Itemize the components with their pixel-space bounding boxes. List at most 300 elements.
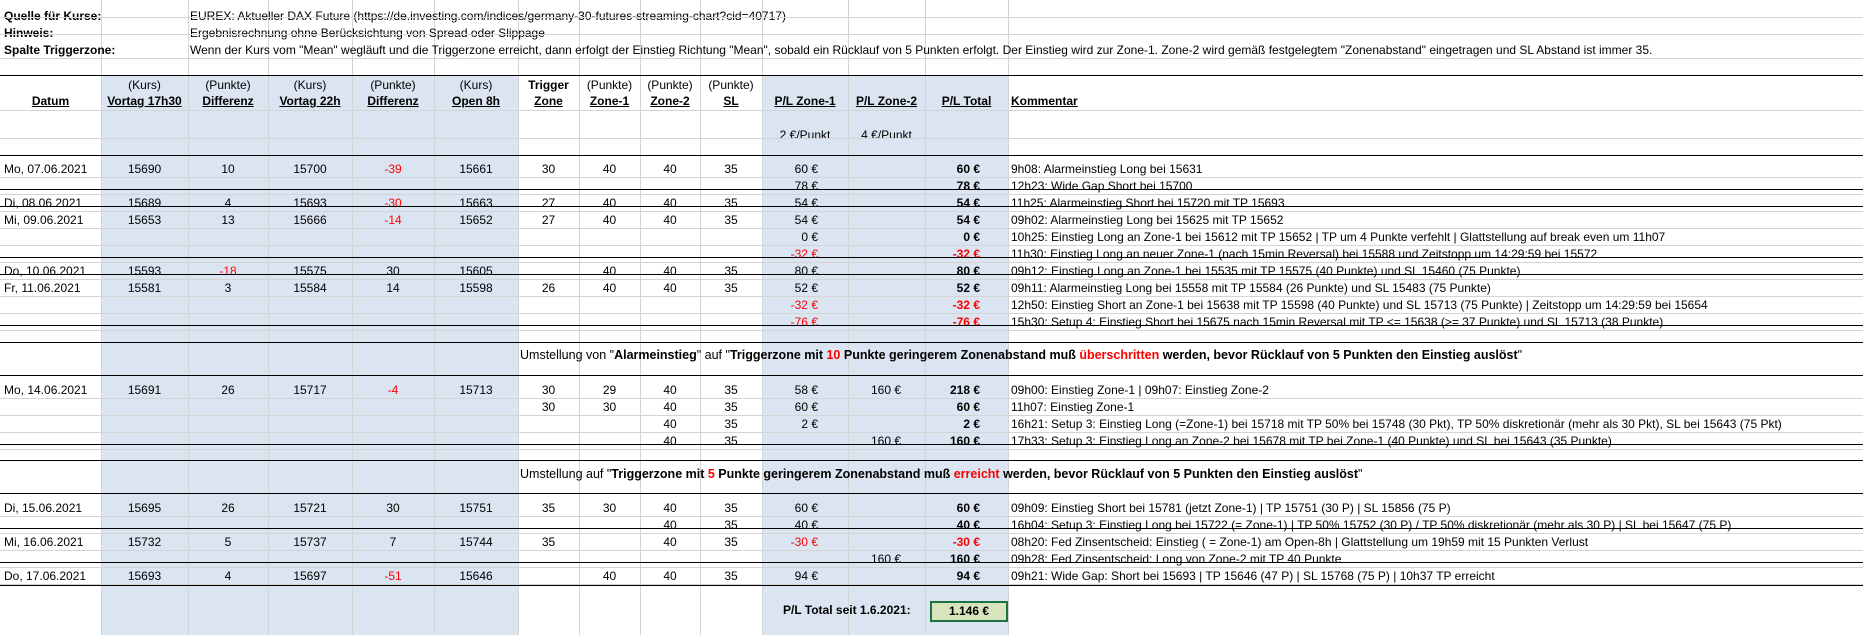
cell-z1[interactable]: 30 [602, 501, 617, 515]
cell-d2[interactable]: 30 [386, 264, 400, 278]
cell-v22[interactable]: 15717 [293, 383, 327, 397]
cell-v17[interactable] [101, 433, 188, 449]
cell-v22[interactable] [268, 246, 352, 262]
cell-datum[interactable] [4, 433, 102, 449]
header-zone: Zone [534, 94, 563, 108]
cell-datum[interactable] [4, 178, 102, 194]
cell-v17[interactable] [101, 416, 188, 432]
cell-plt[interactable]: 78 € [956, 179, 980, 193]
cell-pl2[interactable] [848, 416, 901, 432]
cell-v22[interactable] [268, 551, 352, 567]
cell-o8[interactable] [434, 433, 518, 449]
cell-pl2[interactable] [848, 500, 901, 516]
group-separator [0, 444, 1863, 445]
cell-tz[interactable]: 30 [541, 383, 556, 397]
cell-pl2[interactable] [848, 517, 901, 533]
cell-k[interactable]: 9h08: Alarmeinstieg Long bei 15631 [1011, 162, 1203, 176]
cell-pl2[interactable] [848, 534, 901, 550]
cell-d1[interactable] [188, 178, 268, 194]
cell-o8[interactable]: 15744 [459, 535, 493, 549]
cell-z2[interactable] [640, 178, 700, 194]
cell-sl[interactable]: 35 [724, 383, 738, 397]
cell-tz[interactable] [518, 314, 579, 330]
cell-v17[interactable] [101, 551, 188, 567]
cell-z2[interactable]: 40 [663, 518, 677, 532]
cell-tz[interactable] [518, 568, 579, 584]
cell-v17[interactable]: 15691 [127, 383, 162, 397]
cell-pl2[interactable] [848, 399, 901, 415]
cell-k[interactable]: 09h02: Alarmeinstieg Long bei 15625 mit TP 15652 [1011, 213, 1284, 227]
cell-v22[interactable]: 15693 [293, 196, 327, 210]
cell-v17[interactable] [101, 314, 188, 330]
cell-pl1[interactable]: 0 € [801, 230, 818, 244]
cell-datum[interactable]: Fr, 11.06.2021 [4, 281, 81, 295]
cell-datum[interactable]: Di, 08.06.2021 [4, 196, 83, 210]
cell-pl1[interactable]: 54 € [794, 196, 818, 210]
cell-z2[interactable] [640, 297, 700, 313]
header-punkte-4: (Punkte) [647, 78, 693, 92]
cell-tz[interactable] [518, 297, 579, 313]
cell-v22[interactable]: 15700 [293, 162, 327, 176]
cell-o8[interactable]: 15661 [459, 162, 493, 176]
cell-v17[interactable]: 15653 [127, 213, 162, 227]
cell-plt[interactable]: 2 € [963, 417, 980, 431]
cell-tz[interactable]: 30 [541, 162, 556, 176]
group-separator [0, 274, 1863, 275]
cell-v17[interactable] [101, 399, 188, 415]
cell-pl1[interactable] [762, 551, 818, 567]
cell-z1[interactable]: 40 [602, 281, 617, 295]
cell-pl2[interactable] [848, 246, 901, 262]
notice-umstellung-1: Umstellung von "Alarmeinstieg" auf "Triggerzone mit 10 Punkte geringerem Zonenabstand muß überschritten werden, bevor Rücklauf von 5 Punkten den Einstieg auslöst" [520, 348, 1523, 362]
rate-zone1: 2 €/Punkt [779, 128, 831, 142]
cell-z1[interactable] [579, 229, 640, 245]
cell-z2[interactable]: 40 [663, 569, 677, 583]
cell-k[interactable]: 09h21: Wide Gap: Short bei 15693 | TP 15646 (47 P) | SL 15768 (75 P) | 10h37 TP erreicht [1011, 569, 1495, 583]
cell-sl[interactable] [700, 246, 762, 262]
cell-plt[interactable]: 54 € [956, 196, 980, 210]
cell-z1[interactable]: 30 [602, 400, 617, 414]
cell-v17[interactable] [101, 229, 188, 245]
cell-sl[interactable]: 35 [724, 518, 738, 532]
cell-v22[interactable]: 15721 [293, 501, 327, 515]
cell-v22[interactable]: 15697 [293, 569, 327, 583]
total-label: P/L Total seit 1.6.2021: [783, 603, 911, 617]
grid-row [0, 449, 1863, 450]
group-separator [0, 189, 1863, 190]
cell-v22[interactable] [268, 433, 352, 449]
cell-z1[interactable] [579, 551, 640, 567]
cell-d2[interactable]: -4 [387, 383, 399, 397]
header-pl-total: P/L Total [941, 94, 992, 108]
cell-d2[interactable] [352, 178, 434, 194]
cell-tz[interactable]: 27 [541, 213, 556, 227]
group-separator [0, 375, 1863, 376]
cell-k[interactable]: 09h00: Einstieg Zone-1 | 09h07: Einstieg Zone-2 [1011, 383, 1269, 397]
cell-o8[interactable]: 15663 [459, 196, 493, 210]
cell-k[interactable]: 11h07: Einstieg Zone-1 [1011, 400, 1135, 414]
cell-k[interactable]: 11h25: Alarmeinstieg Short bei 15720 mit TP 15693 [1011, 196, 1285, 210]
cell-tz[interactable]: 35 [541, 535, 556, 549]
cell-v17[interactable]: 15689 [127, 196, 162, 210]
cell-o8[interactable]: 15652 [459, 213, 493, 227]
cell-o8[interactable] [434, 399, 518, 415]
cell-plt[interactable]: 160 € [949, 434, 980, 448]
cell-tz[interactable]: 30 [541, 400, 556, 414]
cell-k[interactable]: 17h33: Setup 3: Einstieg Long an Zone-2 bei 15678 mit TP bei Zone-1 (40 Punkte) und SL bei 15643 (35 Punkte) [1011, 434, 1612, 448]
cell-sl[interactable]: 35 [724, 434, 738, 448]
hinweis-value: Ergebnisrechnung ohne Berücksichtung von Spread oder Slippage [190, 26, 545, 40]
cell-datum[interactable] [4, 517, 102, 533]
cell-z2[interactable]: 40 [663, 281, 677, 295]
cell-pl2[interactable] [848, 568, 901, 584]
cell-d1[interactable]: 4 [224, 196, 232, 210]
cell-pl2[interactable]: 160 € [870, 434, 901, 448]
cell-plt[interactable]: -30 € [952, 535, 980, 549]
cell-plt[interactable]: 52 € [956, 281, 980, 295]
cell-k[interactable]: 09h09: Einstieg Short bei 15781 (jetzt Zone-1) | TP 15751 (30 P) | SL 15856 (75 P) [1011, 501, 1451, 515]
cell-k[interactable]: 12h23: Wide Gap Short bei 15700 [1011, 179, 1193, 193]
spalte-value: Wenn der Kurs vom "Mean" wegläuft und die Triggerzone erreicht, dann erfolgt der Einstieg Richtung "Mean", sobald ein Rücklauf von 5 Punkten erfolgt. Der Einstieg wird zur Zone-1. Zone-2 wird gemäß festgelegtem "Zonenabstand" eingetragen und SL Abstand ist immer 35. [190, 43, 1653, 57]
cell-datum[interactable]: Mi, 16.06.2021 [4, 535, 84, 549]
cell-plt[interactable]: 54 € [956, 213, 980, 227]
header-open8: Open 8h [451, 94, 500, 108]
cell-o8[interactable]: 15598 [459, 281, 493, 295]
cell-sl[interactable] [700, 297, 762, 313]
cell-tz[interactable]: 26 [541, 281, 556, 295]
cell-d1[interactable] [188, 246, 268, 262]
cell-z2[interactable] [640, 314, 700, 330]
cell-v22[interactable]: 15737 [293, 535, 327, 549]
cell-tz[interactable] [518, 229, 579, 245]
cell-pl1[interactable]: 2 € [801, 417, 818, 431]
cell-v22[interactable] [268, 314, 352, 330]
cell-pl1[interactable]: 54 € [794, 213, 818, 227]
cell-d1[interactable]: 13 [221, 213, 235, 227]
cell-tz[interactable] [518, 416, 579, 432]
cell-k[interactable]: 12h50: Einstieg Short an Zone-1 bei 15638 mit TP 15598 (40 Punkte) und SL 15713 (75 Punkte) | Zeitstopp um 14:29:59 bei 15654 [1011, 298, 1708, 312]
cell-d1[interactable] [188, 399, 268, 415]
cell-z1[interactable]: 29 [602, 383, 617, 397]
cell-d1[interactable]: 5 [224, 535, 232, 549]
spalte-label: Spalte Triggerzone: [4, 43, 116, 57]
cell-z1[interactable]: 40 [602, 264, 617, 278]
cell-pl2[interactable] [848, 195, 901, 211]
cell-d2[interactable] [352, 517, 434, 533]
cell-z2[interactable]: 40 [663, 264, 677, 278]
group-separator [0, 257, 1863, 258]
cell-pl1[interactable]: 60 € [794, 400, 818, 414]
cell-k[interactable]: 15h30: Setup 4: Einstieg Short bei 15675 nach 15min Reversal mit TP <= 15638 (>= 37 Punkte) und SL 15713 (38 Punkte) [1011, 315, 1664, 329]
cell-v22[interactable]: 15575 [293, 264, 327, 278]
cell-datum[interactable] [4, 297, 102, 313]
cell-plt[interactable]: -76 € [952, 315, 980, 329]
cell-tz[interactable] [518, 517, 579, 533]
cell-v17[interactable] [101, 517, 188, 533]
cell-d1[interactable] [188, 297, 268, 313]
cell-z2[interactable]: 40 [663, 383, 677, 397]
cell-v22[interactable] [268, 416, 352, 432]
cell-d1[interactable] [188, 551, 268, 567]
cell-datum[interactable]: Mi, 09.06.2021 [4, 213, 84, 227]
cell-v22[interactable]: 15584 [293, 281, 327, 295]
cell-datum[interactable] [4, 416, 102, 432]
cell-o8[interactable] [434, 551, 518, 567]
header-sl: SL [723, 94, 739, 108]
cell-z1[interactable] [579, 178, 640, 194]
cell-plt[interactable]: -32 € [952, 298, 980, 312]
cell-v22[interactable] [268, 297, 352, 313]
cell-d2[interactable] [352, 399, 434, 415]
cell-plt[interactable]: 80 € [956, 264, 980, 278]
cell-k[interactable]: 16h04: Setup 3: Einstieg Long bei 15722 (= Zone-1) | TP 50% 15752 (30 P) / TP 50% diskretionär (mehr als 30 P) | SL bei 15647 (75 P) [1011, 518, 1732, 532]
cell-z2[interactable]: 40 [663, 417, 677, 431]
cell-d1[interactable] [188, 229, 268, 245]
cell-d1[interactable] [188, 517, 268, 533]
hinweis-label: Hinweis: [4, 26, 54, 40]
cell-o8[interactable]: 15751 [459, 501, 493, 515]
cell-d1[interactable]: 4 [224, 569, 232, 583]
cell-o8[interactable] [434, 416, 518, 432]
cell-pl1[interactable]: 94 € [794, 569, 818, 583]
cell-z2[interactable] [640, 551, 700, 567]
cell-v22[interactable] [268, 399, 352, 415]
cell-v22[interactable] [268, 517, 352, 533]
cell-z1[interactable] [579, 517, 640, 533]
cell-k[interactable]: 08h20: Fed Zinsentscheid: Einstieg ( = Zone-1) am Open-8h | Glattstellung um 19h59 mit 15 Punkten Verlust [1011, 535, 1589, 549]
cell-datum[interactable]: Di, 15.06.2021 [4, 501, 83, 515]
cell-o8[interactable] [434, 178, 518, 194]
cell-pl2[interactable] [848, 161, 901, 177]
cell-z2[interactable]: 40 [663, 213, 677, 227]
cell-z2[interactable] [640, 246, 700, 262]
cell-z1[interactable] [579, 416, 640, 432]
cell-d2[interactable]: -14 [384, 213, 402, 227]
cell-o8[interactable] [434, 297, 518, 313]
cell-d1[interactable]: 26 [221, 383, 235, 397]
cell-v17[interactable]: 15593 [127, 264, 162, 278]
cell-pl1[interactable]: -76 € [790, 315, 818, 329]
cell-o8[interactable] [434, 229, 518, 245]
cell-z1[interactable] [579, 246, 640, 262]
cell-sl[interactable]: 35 [724, 501, 738, 515]
cell-datum[interactable] [4, 229, 102, 245]
cell-z1[interactable] [579, 314, 640, 330]
cell-d2[interactable]: 14 [386, 281, 400, 295]
cell-d1[interactable]: 26 [221, 501, 235, 515]
cell-v17[interactable]: 15581 [127, 281, 162, 295]
cell-plt[interactable]: 60 € [956, 501, 980, 515]
cell-sl[interactable]: 35 [724, 400, 738, 414]
cell-pl2[interactable] [848, 263, 901, 279]
cell-sl[interactable] [700, 551, 762, 567]
cell-plt[interactable]: 94 € [956, 569, 980, 583]
cell-z2[interactable] [640, 229, 700, 245]
cell-tz[interactable]: 35 [541, 501, 556, 515]
cell-sl[interactable]: 35 [724, 264, 738, 278]
cell-pl1[interactable]: -32 € [790, 247, 818, 261]
cell-d2[interactable] [352, 246, 434, 262]
cell-v17[interactable] [101, 246, 188, 262]
group-separator [0, 342, 1863, 343]
cell-o8[interactable] [434, 517, 518, 533]
cell-sl[interactable]: 35 [724, 569, 738, 583]
cell-sl[interactable] [700, 178, 762, 194]
cell-datum[interactable] [4, 246, 102, 262]
cell-pl1[interactable] [762, 433, 818, 449]
cell-pl2[interactable] [848, 212, 901, 228]
cell-pl2[interactable] [848, 280, 901, 296]
cell-z2[interactable]: 40 [663, 501, 677, 515]
cell-pl1[interactable]: 52 € [794, 281, 818, 295]
cell-d1[interactable]: 3 [224, 281, 232, 295]
cell-o8[interactable]: 15713 [459, 383, 493, 397]
cell-v17[interactable]: 15693 [127, 569, 162, 583]
cell-v17[interactable]: 15695 [127, 501, 162, 515]
cell-pl1[interactable]: 58 € [794, 383, 818, 397]
grid-row [0, 110, 1863, 111]
cell-pl2[interactable]: 160 € [870, 383, 901, 397]
cell-pl2[interactable] [848, 297, 901, 313]
cell-z2[interactable]: 40 [663, 196, 677, 210]
cell-o8[interactable]: 15646 [459, 569, 493, 583]
group-separator [0, 206, 1863, 207]
cell-k[interactable]: 09h11: Alarmeinstieg Long bei 15558 mit TP 15584 (26 Punkte) und SL 15483 (75 Punkte) [1011, 281, 1491, 295]
cell-plt[interactable]: 40 € [956, 518, 980, 532]
grid-row [0, 330, 1863, 331]
cell-z1[interactable] [579, 433, 640, 449]
cell-tz[interactable] [518, 551, 579, 567]
header-kommentar: Kommentar [1011, 94, 1078, 108]
cell-d2[interactable]: -51 [384, 569, 402, 583]
cell-pl2[interactable] [848, 178, 901, 194]
cell-tz[interactable] [518, 433, 579, 449]
cell-datum[interactable] [4, 314, 102, 330]
cell-datum[interactable] [4, 551, 102, 567]
cell-z1[interactable]: 40 [602, 569, 617, 583]
cell-d2[interactable] [352, 314, 434, 330]
cell-k[interactable]: 09h12: Einstieg Long an Zone-1 bei 15535 mit TP 15575 (40 Punkte) und SL 15460 (75 Punkte) [1011, 264, 1521, 278]
cell-pl1[interactable]: 78 € [794, 179, 818, 193]
cell-datum[interactable]: Mo, 14.06.2021 [4, 383, 88, 397]
cell-pl1[interactable]: 60 € [794, 501, 818, 515]
cell-d1[interactable]: -18 [219, 264, 237, 278]
cell-tz[interactable] [518, 178, 579, 194]
cell-z1[interactable]: 40 [602, 196, 617, 210]
cell-d2[interactable] [352, 551, 434, 567]
cell-sl[interactable]: 35 [724, 535, 738, 549]
cell-z1[interactable]: 40 [602, 213, 617, 227]
cell-datum[interactable]: Do, 17.06.2021 [4, 569, 87, 583]
grid-row [0, 58, 1863, 59]
grid-col [1008, 0, 1009, 635]
cell-pl1[interactable]: 80 € [794, 264, 818, 278]
cell-o8[interactable]: 15605 [459, 264, 493, 278]
cell-z2[interactable]: 40 [663, 535, 677, 549]
cell-plt[interactable]: 218 € [949, 383, 980, 397]
cell-tz[interactable] [518, 246, 579, 262]
cell-z1[interactable] [579, 534, 640, 550]
cell-plt[interactable]: 60 € [956, 400, 980, 414]
cell-datum[interactable]: Do, 10.06.2021 [4, 264, 87, 278]
grid-row [0, 138, 1863, 139]
cell-sl[interactable]: 35 [724, 213, 738, 227]
total-value-cell[interactable]: 1.146 € [930, 601, 1008, 622]
grid-row [0, 17, 1863, 18]
cell-pl2[interactable] [848, 229, 901, 245]
cell-tz[interactable] [518, 263, 579, 279]
cell-k[interactable]: 16h21: Setup 3: Einstieg Long (=Zone-1) bei 15718 mit TP 50% bei 15748 (30 Pkt), TP 50% diskretionär (mehr als 30 Pkt), SL bei 15643 (75 Pkt) [1011, 417, 1782, 431]
cell-z1[interactable]: 40 [602, 162, 617, 176]
cell-v17[interactable]: 15732 [127, 535, 162, 549]
cell-d2[interactable] [352, 229, 434, 245]
cell-pl1[interactable]: 60 € [794, 162, 818, 176]
cell-sl[interactable] [700, 314, 762, 330]
header-pl-zone1: P/L Zone-1 [774, 94, 836, 108]
cell-plt[interactable]: -32 € [952, 247, 980, 261]
cell-d1[interactable] [188, 433, 268, 449]
cell-v22[interactable]: 15666 [293, 213, 327, 227]
cell-d1[interactable] [188, 416, 268, 432]
cell-pl1[interactable]: -30 € [790, 535, 818, 549]
cell-pl2[interactable] [848, 314, 901, 330]
cell-pl1[interactable]: -32 € [790, 298, 818, 312]
header-punkte-2: (Punkte) [370, 78, 416, 92]
header-top-border [0, 75, 1863, 76]
cell-v22[interactable] [268, 178, 352, 194]
group-separator [0, 562, 1863, 563]
cell-d2[interactable]: -30 [384, 196, 402, 210]
cell-v22[interactable] [268, 229, 352, 245]
cell-pl1[interactable]: 40 € [794, 518, 818, 532]
cell-tz[interactable]: 27 [541, 196, 556, 210]
cell-d2[interactable]: -39 [384, 162, 402, 176]
cell-sl[interactable]: 35 [724, 417, 738, 431]
cell-z2[interactable]: 40 [663, 162, 677, 176]
cell-o8[interactable] [434, 246, 518, 262]
header-kurs-1: (Kurs) [128, 78, 161, 92]
cell-d2[interactable] [352, 416, 434, 432]
cell-v17[interactable] [101, 178, 188, 194]
cell-v17[interactable] [101, 297, 188, 313]
cell-z2[interactable]: 40 [663, 434, 677, 448]
cell-plt[interactable]: 0 € [963, 230, 980, 244]
cell-d1[interactable]: 10 [221, 162, 235, 176]
cell-d2[interactable]: 7 [389, 535, 397, 549]
cell-z2[interactable]: 40 [663, 400, 677, 414]
cell-datum[interactable]: Mo, 07.06.2021 [4, 162, 88, 176]
header-punkte-3: (Punkte) [586, 78, 633, 92]
cell-k[interactable]: 11h30: Einstieg Long an neuer Zone-1 (nach 15min Reversal) bei 15588 und Zeitstopp um 14:29:59 bei 15572 [1011, 247, 1598, 261]
cell-d1[interactable] [188, 314, 268, 330]
cell-sl[interactable]: 35 [724, 196, 738, 210]
cell-sl[interactable]: 35 [724, 162, 738, 176]
cell-sl[interactable]: 35 [724, 281, 738, 295]
cell-datum[interactable] [4, 399, 102, 415]
cell-plt[interactable]: 160 € [949, 552, 980, 566]
cell-v17[interactable]: 15690 [127, 162, 162, 176]
cell-pl2[interactable]: 160 € [870, 552, 901, 566]
cell-o8[interactable] [434, 314, 518, 330]
cell-d2[interactable] [352, 433, 434, 449]
cell-k[interactable]: 10h25: Einstieg Long an Zone-1 bei 15612 mit TP 15652 | TP um 4 Punkte verfehlt | Glattstellung auf break even um 11h07 [1011, 230, 1666, 244]
cell-k[interactable]: 09h28: Fed Zinsentscheid: Long von Zone-2 mit TP 40 Punkte [1011, 552, 1342, 566]
cell-sl[interactable] [700, 229, 762, 245]
cell-plt[interactable]: 60 € [956, 162, 980, 176]
cell-d2[interactable] [352, 297, 434, 313]
cell-z1[interactable] [579, 297, 640, 313]
cell-d2[interactable]: 30 [386, 501, 400, 515]
